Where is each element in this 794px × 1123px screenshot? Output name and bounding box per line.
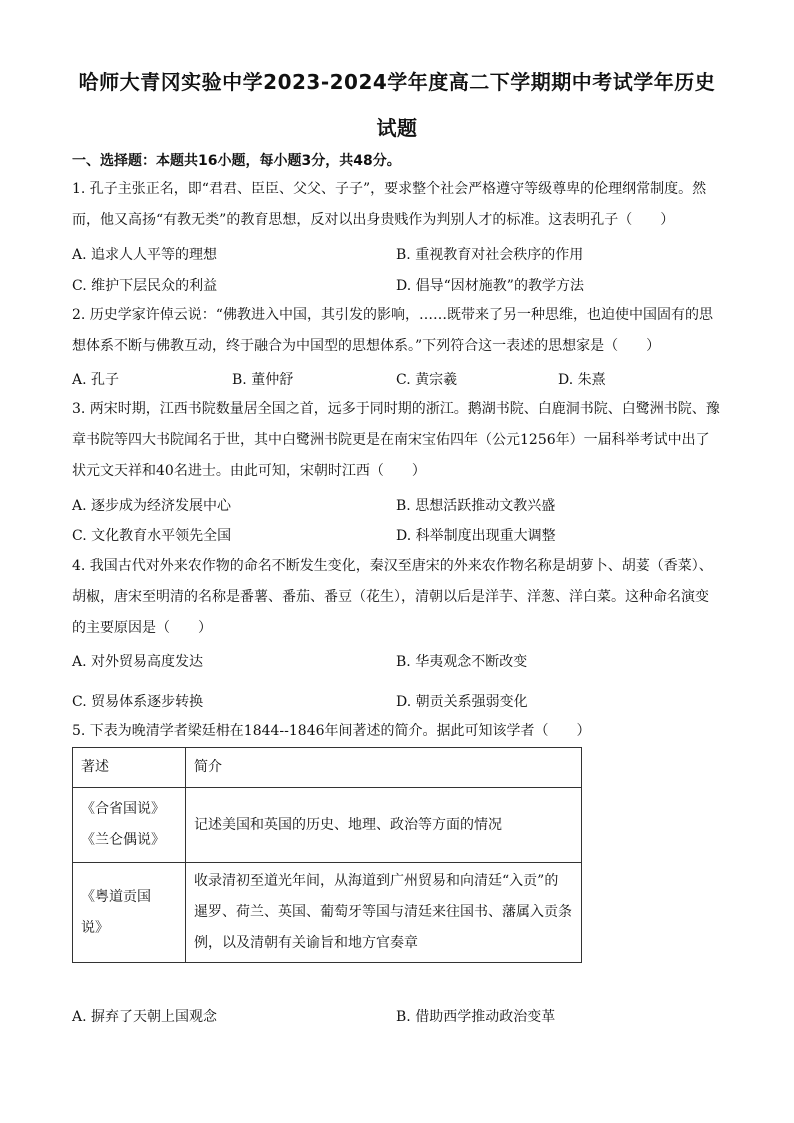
question-3-line: 章书院等四大书院闻名于世，其中白鹭洲书院更是在南宋宝佑四年（公元1256年）一届科举考试中出了 [72, 432, 710, 448]
question-1-line: 而，他又高扬“有教无类”的教育思想，反对以出身贵贱作为判别人才的标准。这表明孔子（ ） [72, 212, 675, 228]
desc-line: 暹罗、荷兰、英国、葡萄牙等国与清廷来往国书、藩属入贡条 [194, 904, 572, 920]
question-4-stem [72, 551, 722, 644]
question-2-stem [72, 300, 722, 362]
question-3-line: 状元文天祥和40名进士。由此可知，宋朝时江西（ ） [72, 463, 426, 479]
work-title-line: 说》 [81, 919, 109, 936]
question-5-option-b: B. 借助西学推动政治变革 [396, 1009, 556, 1025]
table-cell-desc [186, 863, 582, 963]
question-3-option-a: A. 逐步成为经济发展中心 [72, 498, 232, 514]
question-3-option-d: D. 科举制度出现重大调整 [396, 528, 556, 544]
desc-line: 收录清初至道光年间，从海道到广州贸易和向清廷“入贡”的 [194, 873, 559, 889]
table-cell-work [73, 788, 186, 863]
exam-title: 哈师大青冈实验中学2023-2024学年度高二下学期期中考试学年历史 [78, 70, 716, 94]
question-5-table [72, 747, 582, 963]
work-title-line: 《兰仑偶说》 [81, 832, 165, 848]
question-1-option-c: C. 维护下层民众的利益 [72, 278, 218, 294]
question-1-option-b: B. 重视教育对社会秩序的作用 [396, 247, 584, 263]
question-4-line: 的主要原因是（ ） [72, 620, 212, 636]
question-3-line: 3. 两宋时期，江西书院数量居全国之首，远多于同时期的浙江。鹅湖书院、白鹿洞书院、白鹭洲书院、豫 [72, 401, 720, 417]
table-cell-desc [186, 788, 582, 863]
table-row [73, 863, 582, 963]
question-1-line: 1. 孔子主张正名，即“君君、臣臣、父父、子子”，要求整个社会严格遵守等级尊卑的伦理纲常制度。然 [72, 181, 707, 197]
question-4-line: 胡椒，唐宋至明清的名称是番薯、番茄、番豆（花生），清朝以后是洋芋、洋葱、洋白菜。这种命名演变 [72, 589, 709, 605]
table-header-cell: 简介 [186, 748, 582, 788]
question-2-option-d: D. 朱熹 [558, 372, 606, 388]
table-header-row [73, 748, 582, 788]
question-2-option-b: B. 董仲舒 [232, 372, 294, 388]
question-1-option-d: D. 倡导“因材施教”的教学方法 [396, 278, 584, 294]
question-4-line: 4. 我国古代对外来农作物的命名不断发生变化，秦汉至唐宋的外来农作物名称是胡萝卜、胡荽（香菜）、 [72, 558, 713, 574]
table-cell-work [73, 863, 186, 963]
question-2-option-a: A. 孔子 [72, 372, 120, 388]
question-1-option-a: A. 追求人人平等的理想 [72, 247, 218, 263]
table-row [73, 788, 582, 863]
question-4-option-d: D. 朝贡关系强弱变化 [396, 694, 528, 710]
question-4-option-c: C. 贸易体系逐步转换 [72, 694, 204, 710]
desc-line: 例，以及清朝有关谕旨和地方官奏章 [194, 935, 418, 951]
work-title-line: 《粤道贡国 [81, 888, 151, 905]
work-title-line: 《合省国说》 [81, 801, 165, 817]
question-3-stem [72, 394, 722, 487]
question-5-option-a: A. 摒弃了天朝上国观念 [72, 1009, 218, 1025]
question-2-line: 2. 历史学家许倬云说：“佛教进入中国，其引发的影响，……既带来了另一种思维，也迫使中国固有的思 [72, 307, 713, 323]
question-4-option-a: A. 对外贸易高度发达 [72, 654, 204, 670]
question-1-stem [72, 174, 722, 236]
question-2-line: 想体系不断与佛教互动，终于融合为中国型的思想体系。”下列符合这一表述的思想家是（ ） [72, 338, 661, 354]
question-2-option-c: C. 黄宗羲 [396, 372, 458, 388]
question-3-option-b: B. 思想活跃推动文教兴盛 [396, 498, 556, 514]
table-header-cell: 著述 [73, 748, 186, 788]
question-5-stem [72, 716, 722, 747]
exam-title-continued: 试题 [376, 116, 418, 140]
question-5-line: 5. 下表为晚清学者梁廷枏在1844--1846年间著述的简介。据此可知该学者（ ） [72, 723, 591, 739]
question-4-option-b: B. 华夷观念不断改变 [396, 654, 528, 670]
section-heading: 一、选择题：本题共16小题，每小题3分，共48分。 [72, 153, 401, 169]
question-3-option-c: C. 文化教育水平领先全国 [72, 528, 232, 544]
desc-line: 记述美国和英国的历史、地理、政治等方面的情况 [194, 816, 502, 833]
